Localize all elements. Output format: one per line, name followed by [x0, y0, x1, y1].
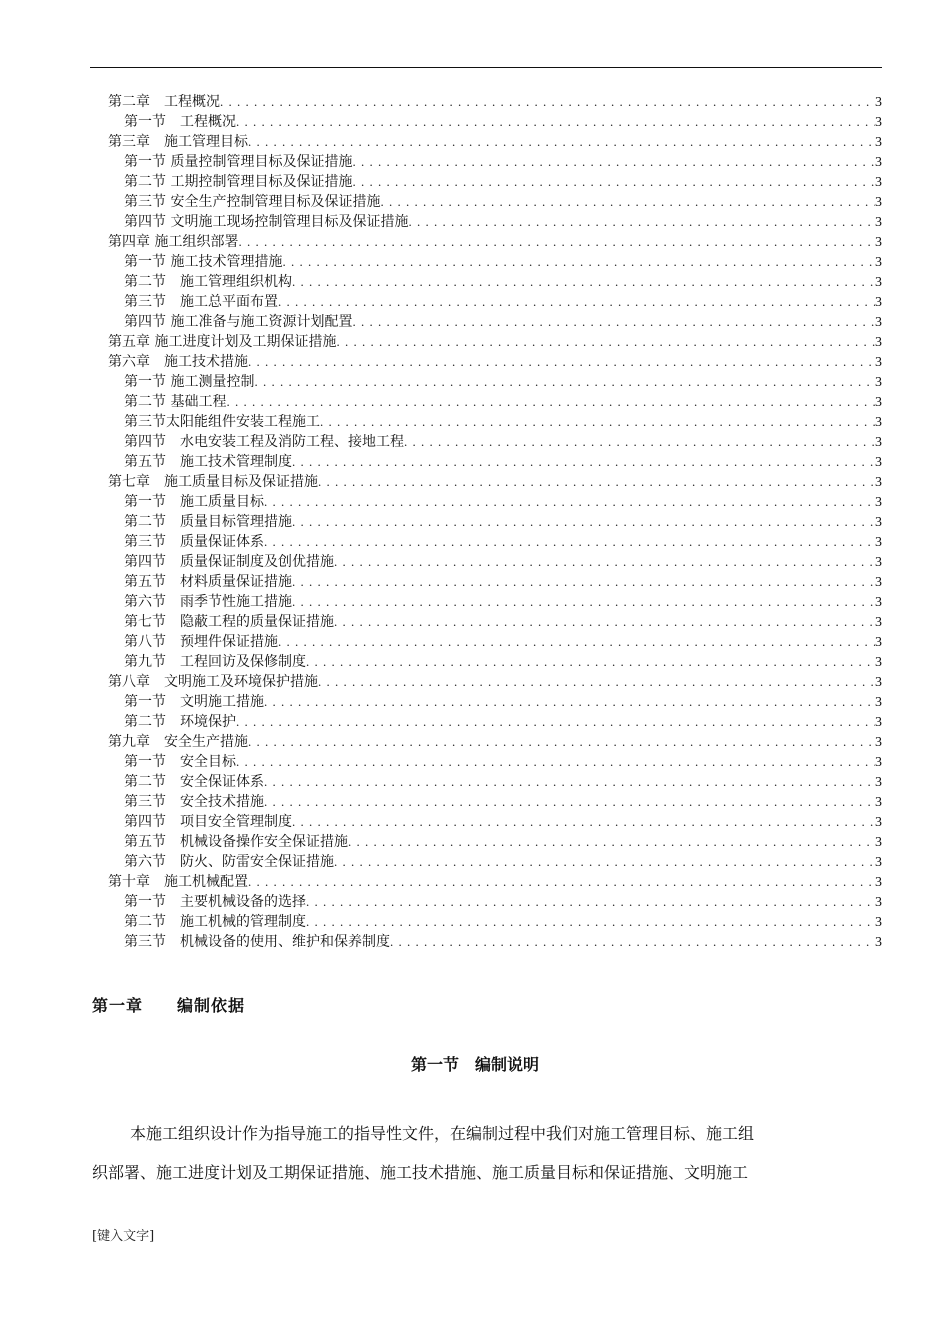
- toc-dot-leader: [320, 412, 875, 432]
- toc-dot-leader: [318, 672, 875, 692]
- toc-entry-title: 第二节 基础工程: [124, 394, 227, 410]
- header-rule: [90, 67, 882, 68]
- toc-dot-leader: [292, 812, 875, 832]
- toc-entry[interactable]: [124, 652, 882, 672]
- toc-page-number: 3: [875, 355, 882, 370]
- toc-entry-title: 第三章 施工管理目标: [108, 134, 248, 150]
- toc-dot-leader: [278, 292, 875, 312]
- toc-page-number: 3: [875, 335, 882, 350]
- toc-entry[interactable]: [124, 712, 882, 732]
- toc-entry-title: 第五章 施工进度计划及工期保证措施: [108, 334, 337, 350]
- toc-entry[interactable]: [124, 752, 882, 772]
- toc-page-number: 3: [875, 475, 882, 490]
- toc-dot-leader: [292, 572, 875, 592]
- toc-entry-title: 第二章 工程概况: [108, 94, 220, 110]
- toc-entry-title: 第三节 机械设备的使用、维护和保养制度: [124, 934, 390, 950]
- toc-entry[interactable]: [124, 832, 882, 852]
- toc-entry-title: 第二节 施工管理组织机构: [124, 274, 292, 290]
- toc-entry[interactable]: [108, 732, 882, 752]
- toc-entry[interactable]: [124, 172, 882, 192]
- toc-entry-title: 第七章 施工质量目标及保证措施: [108, 474, 318, 490]
- toc-entry[interactable]: [124, 812, 882, 832]
- toc-entry[interactable]: [124, 572, 882, 592]
- toc-page-number: 3: [875, 715, 882, 730]
- toc-dot-leader: [264, 532, 875, 552]
- toc-entry-title: 第三节 安全生产控制管理目标及保证措施: [124, 194, 381, 210]
- toc-page-number: 3: [875, 655, 882, 670]
- toc-entry-title: 第八节 预埋件保证措施: [124, 634, 278, 650]
- toc-dot-leader: [380, 192, 875, 212]
- toc-dot-leader: [236, 752, 875, 772]
- toc-entry[interactable]: [124, 432, 882, 452]
- toc-dot-leader: [248, 352, 875, 372]
- toc-entry[interactable]: [124, 612, 882, 632]
- toc-entry-title: 第一节 安全目标: [124, 754, 236, 770]
- toc-dot-leader: [264, 492, 875, 512]
- toc-entry-title: 第四节 质量保证制度及创优措施: [124, 554, 334, 570]
- toc-entry-title: 第二节 环境保护: [124, 714, 236, 730]
- toc-entry-title: 第九节 工程回访及保修制度: [124, 654, 306, 670]
- toc-page-number: 3: [875, 695, 882, 710]
- toc-dot-leader: [352, 312, 875, 332]
- toc-entry[interactable]: [124, 392, 882, 412]
- toc-page-number: 3: [875, 875, 882, 890]
- chapter-heading: 第一章 编制依据: [92, 996, 246, 1015]
- toc-page-number: 3: [875, 135, 882, 150]
- toc-entry-title: 第二节 安全保证体系: [124, 774, 264, 790]
- toc-entry[interactable]: [124, 312, 882, 332]
- toc-dot-leader: [248, 732, 875, 752]
- toc-dot-leader: [236, 712, 875, 732]
- toc-entry[interactable]: [108, 472, 882, 492]
- toc-dot-leader: [254, 372, 875, 392]
- body-paragraph-line-2: 织部署、施工进度计划及工期保证措施、施工技术措施、施工质量目标和保证措施、文明施工: [92, 1163, 749, 1182]
- toc-page-number: 3: [875, 775, 882, 790]
- toc-entry-title: 第五节 施工技术管理制度: [124, 454, 292, 470]
- toc-page-number: 3: [875, 375, 882, 390]
- toc-entry-title: 第二节 工期控制管理目标及保证措施: [124, 174, 353, 190]
- toc-entry[interactable]: [124, 212, 882, 232]
- toc-dot-leader: [220, 92, 875, 112]
- toc-entry-title: 第三节太阳能组件安装工程施工: [124, 414, 320, 430]
- toc-entry-title: 第四节 项目安全管理制度: [124, 814, 292, 830]
- toc-dot-leader: [264, 792, 875, 812]
- toc-entry[interactable]: [124, 452, 882, 472]
- toc-page-number: 3: [875, 235, 882, 250]
- toc-dot-leader: [318, 472, 875, 492]
- toc-entry-title: 第十章 施工机械配置: [108, 874, 248, 890]
- toc-entry-title: 第四章 施工组织部署: [108, 234, 239, 250]
- toc-entry[interactable]: [124, 932, 882, 952]
- body-paragraph-line-1: 本施工组织设计作为指导施工的指导性文件，在编制过程中我们对施工管理目标、施工组: [130, 1124, 755, 1143]
- toc-entry-title: 第五节 机械设备操作安全保证措施: [124, 834, 348, 850]
- toc-dot-leader: [334, 552, 875, 572]
- toc-entry-title: 第七节 隐蔽工程的质量保证措施: [124, 614, 334, 630]
- toc-page-number: 3: [875, 495, 882, 510]
- toc-dot-leader: [292, 512, 875, 532]
- toc-entry[interactable]: [124, 692, 882, 712]
- toc-page-number: 3: [875, 635, 882, 650]
- toc-entry[interactable]: [124, 552, 882, 572]
- toc-page-number: 3: [875, 855, 882, 870]
- section-heading: 第一节 编制说明: [410, 1055, 539, 1074]
- toc-entry[interactable]: [124, 252, 882, 272]
- toc-page-number: 3: [875, 675, 882, 690]
- toc-dot-leader: [292, 452, 875, 472]
- toc-dot-leader: [390, 932, 875, 952]
- toc-page-number: 3: [875, 435, 882, 450]
- toc-dot-leader: [278, 632, 875, 652]
- toc-entry[interactable]: [124, 372, 882, 392]
- toc-entry[interactable]: [124, 112, 882, 132]
- toc-entry-title: 第六节 雨季节性施工措施: [124, 594, 292, 610]
- toc-page-number: 3: [875, 595, 882, 610]
- toc-entry-title: 第一节 质量控制管理目标及保证措施: [124, 154, 353, 170]
- toc-page-number: 3: [875, 175, 882, 190]
- toc-entry-title: 第五节 材料质量保证措施: [124, 574, 292, 590]
- toc-page-number: 3: [875, 255, 882, 270]
- toc-dot-leader: [408, 212, 875, 232]
- toc-entry[interactable]: [108, 132, 882, 152]
- toc-entry-title: 第一节 施工测量控制: [124, 374, 255, 390]
- toc-entry-title: 第六章 施工技术措施: [108, 354, 248, 370]
- toc-entry-title: 第一节 施工质量目标: [124, 494, 264, 510]
- toc-entry[interactable]: [108, 332, 882, 352]
- toc-dot-leader: [306, 892, 875, 912]
- toc-dot-leader: [238, 232, 875, 252]
- toc-dot-leader: [248, 132, 875, 152]
- toc-page-number: 3: [875, 155, 882, 170]
- toc-dot-leader: [336, 332, 875, 352]
- toc-page-number: 3: [875, 795, 882, 810]
- toc-entry[interactable]: [124, 912, 882, 932]
- toc-page-number: 3: [875, 315, 882, 330]
- toc-entry-title: 第一节 文明施工措施: [124, 694, 264, 710]
- toc-page-number: 3: [875, 735, 882, 750]
- toc-page-number: 3: [875, 835, 882, 850]
- toc-page-number: 3: [875, 115, 882, 130]
- toc-entry[interactable]: [124, 632, 882, 652]
- toc-page-number: 3: [875, 915, 882, 930]
- toc-entry[interactable]: [124, 852, 882, 872]
- toc-entry-title: 第三节 质量保证体系: [124, 534, 264, 550]
- toc-dot-leader: [352, 172, 875, 192]
- toc-page-number: 3: [875, 895, 882, 910]
- toc-page-number: 3: [875, 535, 882, 550]
- toc-entry[interactable]: [108, 92, 882, 112]
- toc-entry-title: 第二节 质量目标管理措施: [124, 514, 292, 530]
- toc-page-number: 3: [875, 295, 882, 310]
- toc-page-number: 3: [875, 555, 882, 570]
- toc-entry-title: 第六节 防火、防雷安全保证措施: [124, 854, 334, 870]
- toc-page-number: 3: [875, 95, 882, 110]
- toc-page-number: 3: [875, 815, 882, 830]
- toc-entry[interactable]: [124, 592, 882, 612]
- toc-entry[interactable]: [108, 672, 882, 692]
- toc-entry[interactable]: [124, 892, 882, 912]
- toc-entry[interactable]: [124, 412, 882, 432]
- toc-entry-title: 第三节 安全技术措施: [124, 794, 264, 810]
- toc-entry-title: 第一节 工程概况: [124, 114, 236, 130]
- toc-entry[interactable]: [124, 152, 882, 172]
- toc-entry[interactable]: [108, 872, 882, 892]
- toc-dot-leader: [292, 592, 875, 612]
- toc-entry[interactable]: [124, 772, 882, 792]
- toc-entry-title: 第四节 施工准备与施工资源计划配置: [124, 314, 353, 330]
- toc-entry-title: 第四节 水电安装工程及消防工程、接地工程: [124, 434, 404, 450]
- toc-page-number: 3: [875, 455, 882, 470]
- footer-placeholder: [键入文字]: [92, 1229, 155, 1244]
- toc-entry-title: 第九章 安全生产措施: [108, 734, 248, 750]
- toc-entry[interactable]: [124, 492, 882, 512]
- toc-dot-leader: [404, 432, 875, 452]
- toc-dot-leader: [306, 912, 875, 932]
- toc-dot-leader: [236, 112, 875, 132]
- toc-entry-title: 第二节 施工机械的管理制度: [124, 914, 306, 930]
- toc-page-number: 3: [875, 935, 882, 950]
- toc-dot-leader: [264, 772, 875, 792]
- toc-page-number: 3: [875, 395, 882, 410]
- toc-dot-leader: [282, 252, 875, 272]
- toc-page-number: 3: [875, 615, 882, 630]
- toc-dot-leader: [292, 272, 875, 292]
- toc-page-number: 3: [875, 575, 882, 590]
- toc-dot-leader: [334, 612, 875, 632]
- toc-dot-leader: [334, 852, 875, 872]
- toc-entry[interactable]: [124, 792, 882, 812]
- toc-entry[interactable]: [124, 512, 882, 532]
- toc-entry-title: 第八章 文明施工及环境保护措施: [108, 674, 318, 690]
- toc-entry-title: 第四节 文明施工现场控制管理目标及保证措施: [124, 214, 409, 230]
- toc-page-number: 3: [875, 215, 882, 230]
- toc-entry[interactable]: [124, 532, 882, 552]
- toc-entry[interactable]: [108, 352, 882, 372]
- toc-entry-title: 第三节 施工总平面布置: [124, 294, 278, 310]
- toc-dot-leader: [352, 152, 875, 172]
- toc-dot-leader: [306, 652, 875, 672]
- toc-entry[interactable]: [124, 272, 882, 292]
- toc-page-number: 3: [875, 275, 882, 290]
- toc-entry-title: 第一节 施工技术管理措施: [124, 254, 283, 270]
- toc-dot-leader: [264, 692, 875, 712]
- toc-entry[interactable]: [108, 232, 882, 252]
- toc-page-number: 3: [875, 415, 882, 430]
- toc-page-number: 3: [875, 195, 882, 210]
- toc-page-number: 3: [875, 755, 882, 770]
- toc-dot-leader: [226, 392, 875, 412]
- toc-entry-title: 第一节 主要机械设备的选择: [124, 894, 306, 910]
- toc-dot-leader: [348, 832, 875, 852]
- toc-page-number: 3: [875, 515, 882, 530]
- toc-entry[interactable]: [124, 292, 882, 312]
- toc-entry[interactable]: [124, 192, 882, 212]
- toc-dot-leader: [248, 872, 875, 892]
